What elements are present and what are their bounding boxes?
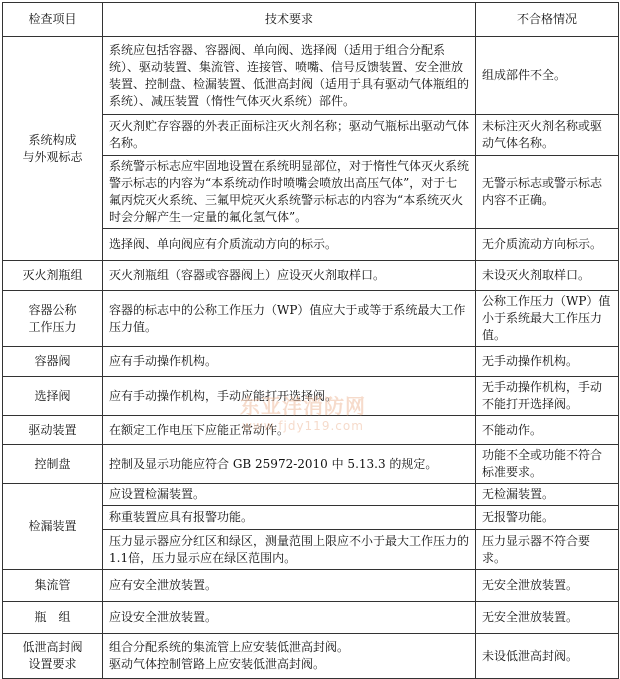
table-row [3, 37, 619, 115]
table-row [3, 634, 619, 679]
table-row [3, 416, 619, 445]
table-row [3, 291, 619, 347]
inspection-table [2, 2, 619, 679]
requirement-cell: 灭火剂瓶组（容器或容器阀上）应设灭火剂取样口。 [103, 261, 476, 291]
nonconformity-cell: 不能动作。 [476, 416, 619, 445]
watermark-name: 东亚洋消防网 [240, 394, 366, 418]
nonconformity-cell: 未设低泄高封阀。 [476, 634, 619, 679]
requirement-cell: 应设置检漏装置。 [103, 484, 476, 506]
watermark-url: www.fjdy119.com [242, 419, 364, 433]
nonconformity-cell: 无手动操作机构，手动不能打开选择阀。 [476, 377, 619, 416]
requirement-cell: 应有手动操作机构，手动应能打开选择阀。 [103, 377, 476, 416]
header-nonconformity: 不合格情况 [476, 3, 619, 37]
nonconformity-cell: 无手动操作机构。 [476, 347, 619, 377]
requirement-cell: 组合分配系统的集流管上应安装低泄高封阀。 驱动气体控制管路上应安装低泄高封阀。 [103, 634, 476, 679]
item-cell: 系统构成 与外观标志 [3, 37, 103, 261]
table-row [3, 445, 619, 484]
table-row [3, 602, 619, 634]
nonconformity-cell: 未标注灭火剂名称或驱动气体名称。 [476, 115, 619, 156]
nonconformity-cell: 无警示标志或警示标志内容不正确。 [476, 156, 619, 229]
item-cell: 灭火剂瓶组 [3, 261, 103, 291]
item-cell: 驱动装置 [3, 416, 103, 445]
nonconformity-cell: 无安全泄放装置。 [476, 602, 619, 634]
item-cell: 检漏装置 [3, 484, 103, 570]
item-cell: 容器阀 [3, 347, 103, 377]
table-row [3, 377, 619, 416]
table-row [3, 347, 619, 377]
requirement-cell: 应有安全泄放装置。 [103, 570, 476, 602]
nonconformity-cell: 公称工作压力（WP）值小于系统最大工作压力值。 [476, 291, 619, 347]
nonconformity-cell: 无介质流动方向标示。 [476, 229, 619, 261]
requirement-cell: 灭火剂贮存容器的外表正面标注灭火剂名称；驱动气瓶标出驱动气体名称。 [103, 115, 476, 156]
item-cell: 容器公称 工作压力 [3, 291, 103, 347]
table-row [3, 261, 619, 291]
requirement-cell: 应有手动操作机构。 [103, 347, 476, 377]
requirement-cell: 应设安全泄放装置。 [103, 602, 476, 634]
header-requirement: 技术要求 [103, 3, 476, 37]
table-row [3, 570, 619, 602]
requirement-cell: 系统应包括容器、容器阀、单向阀、选择阀（适用于组合分配系统）、驱动装置、集流管、连接管、喷嘴、信号反馈装置、安全泄放装置、控制盘、检漏装置、低泄高封阀（适用于具有驱动气体瓶组的系统）、减压装置（惰性气体灭火系统）部件。 [103, 37, 476, 115]
nonconformity-cell: 无检漏装置。 [476, 484, 619, 506]
requirement-cell: 系统警示标志应牢固地设置在系统明显部位，对于惰性气体灭火系统警示标志的内容为“本系统动作时喷嘴会喷放出高压气体”，对于七氟丙烷灭火系统、三氟甲烷灭火系统警示标志的内容为“本系统灭火时会分解产生一定量的氟化氢气体”。 [103, 156, 476, 229]
item-cell: 控制盘 [3, 445, 103, 484]
nonconformity-cell: 无报警功能。 [476, 506, 619, 530]
item-cell: 低泄高封阀 设置要求 [3, 634, 103, 679]
nonconformity-cell: 组成部件不全。 [476, 37, 619, 115]
header-row [3, 3, 619, 37]
table-row [3, 484, 619, 506]
nonconformity-cell: 功能不全或功能不符合标准要求。 [476, 445, 619, 484]
requirement-cell: 压力显示器应分红区和绿区，测量范围上限应不小于最大工作压力的1.1倍，压力显示应在绿区范围内。 [103, 530, 476, 570]
requirement-cell: 在额定工作电压下应能正常动作。 [103, 416, 476, 445]
item-cell: 集流管 [3, 570, 103, 602]
requirement-cell: 称重装置应具有报警功能。 [103, 506, 476, 530]
nonconformity-cell: 压力显示器不符合要求。 [476, 530, 619, 570]
nonconformity-cell: 无安全泄放装置。 [476, 570, 619, 602]
item-cell: 瓶 组 [3, 602, 103, 634]
header-item: 检查项目 [3, 3, 103, 37]
nonconformity-cell: 未设灭火剂取样口。 [476, 261, 619, 291]
requirement-cell: 选择阀、单向阀应有介质流动方向的标示。 [103, 229, 476, 261]
item-cell: 选择阀 [3, 377, 103, 416]
requirement-cell: 控制及显示功能应符合 GB 25972-2010 中 5.13.3 的规定。 [103, 445, 476, 484]
requirement-cell: 容器的标志中的公称工作压力（WP）值应大于或等于系统最大工作压力值。 [103, 291, 476, 347]
